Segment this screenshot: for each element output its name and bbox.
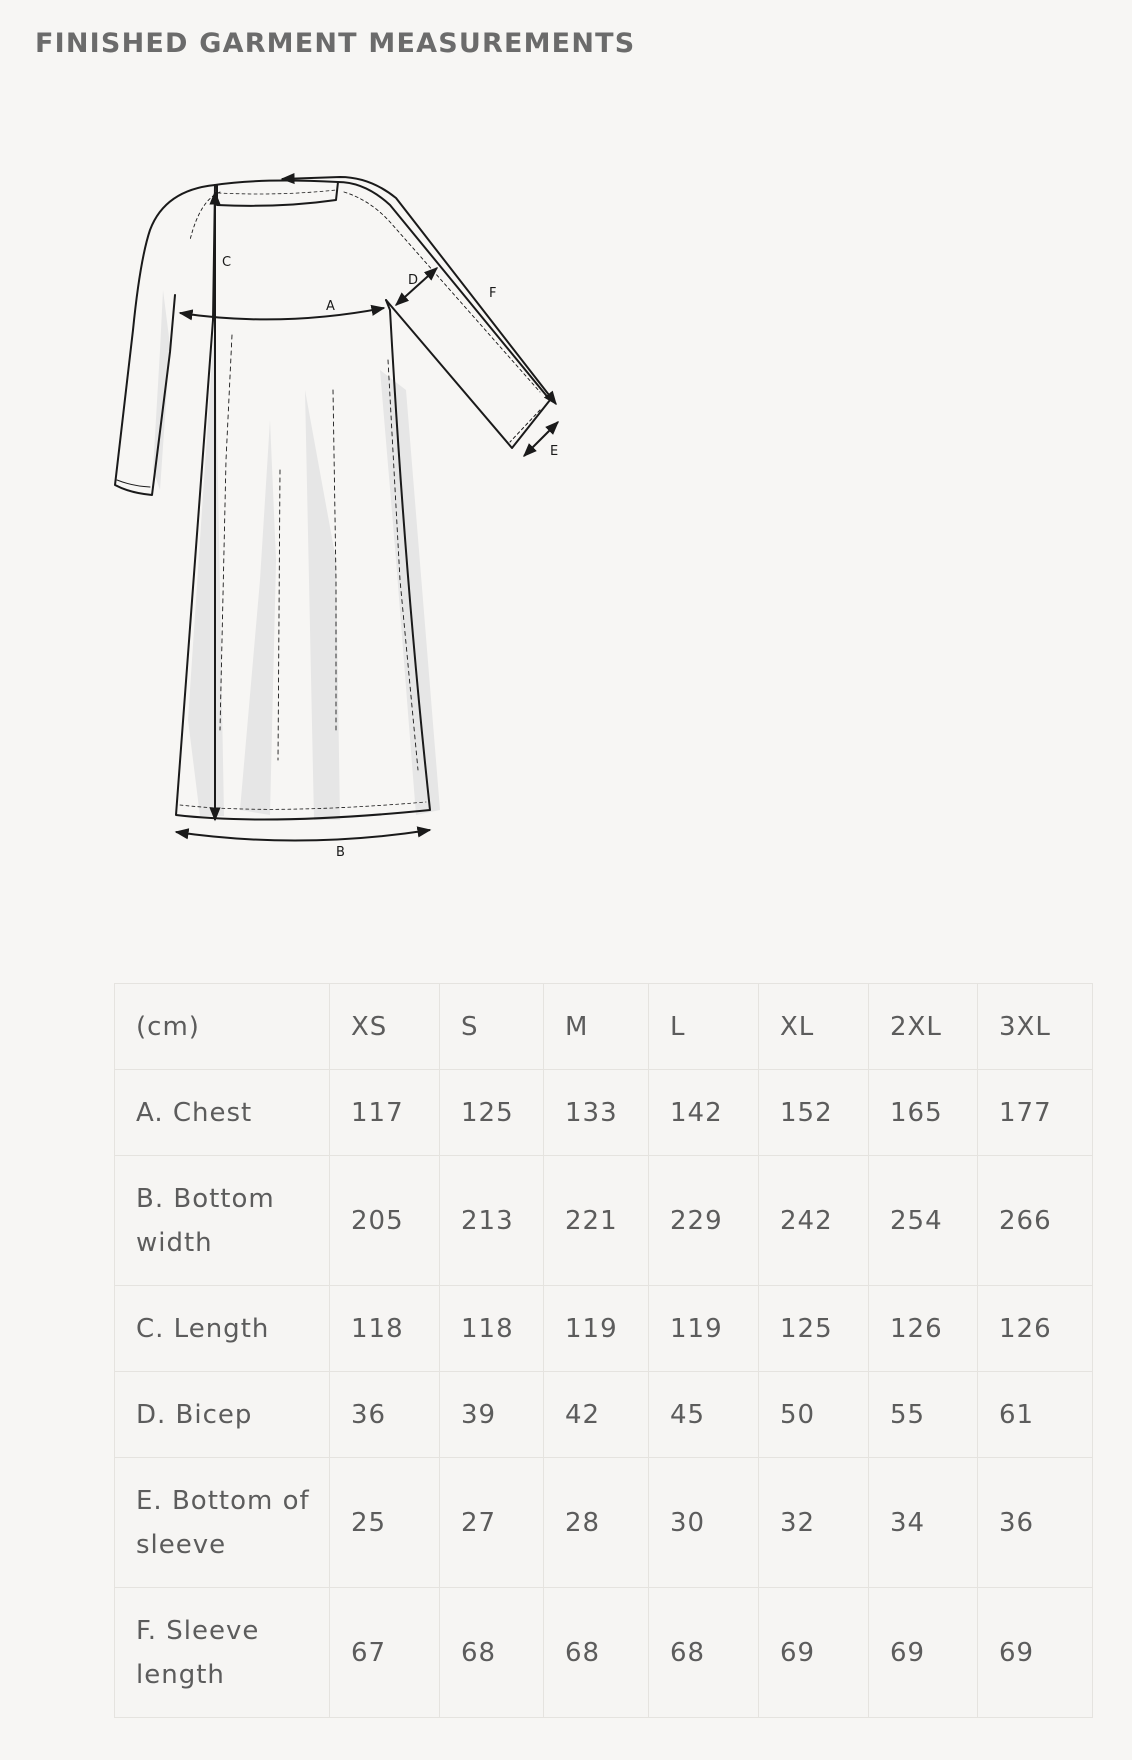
table-cell: 42 (544, 1372, 649, 1458)
table-cell: 61 (978, 1372, 1093, 1458)
label-a: A (326, 299, 335, 314)
label-c: C (222, 255, 232, 270)
row-label: D. Bicep (115, 1372, 330, 1458)
measurements-table (114, 983, 1093, 1718)
header-size-s: S (440, 984, 544, 1070)
page-title: FINISHED GARMENT MEASUREMENTS (35, 28, 636, 59)
table-cell: 27 (440, 1458, 544, 1588)
label-f: F (489, 286, 497, 301)
header-size-l: L (649, 984, 759, 1070)
table-cell: 242 (759, 1156, 869, 1286)
row-label: B. Bottom width (115, 1156, 330, 1286)
label-d: D (408, 273, 419, 288)
header-size-3xl: 3XL (978, 984, 1093, 1070)
table-cell: 118 (440, 1286, 544, 1372)
table-row (115, 1156, 1093, 1286)
table-cell: 221 (544, 1156, 649, 1286)
table-row (115, 1070, 1093, 1156)
header-unit: (cm) (115, 984, 330, 1070)
table-cell: 142 (649, 1070, 759, 1156)
table-cell: 36 (978, 1458, 1093, 1588)
table-cell: 119 (544, 1286, 649, 1372)
garment-diagram (100, 160, 600, 870)
measurement-arrows (176, 177, 558, 841)
table-cell: 39 (440, 1372, 544, 1458)
header-size-m: M (544, 984, 649, 1070)
table-cell: 119 (649, 1286, 759, 1372)
label-e: E (550, 444, 559, 459)
table-row (115, 1372, 1093, 1458)
row-label: F. Sleeve length (115, 1588, 330, 1718)
table-cell: 32 (759, 1458, 869, 1588)
table-cell: 28 (544, 1458, 649, 1588)
table-cell: 68 (649, 1588, 759, 1718)
table-cell: 152 (759, 1070, 869, 1156)
table-cell: 36 (330, 1372, 440, 1458)
table-cell: 205 (330, 1156, 440, 1286)
table-cell: 50 (759, 1372, 869, 1458)
table-cell: 34 (869, 1458, 978, 1588)
row-label: A. Chest (115, 1070, 330, 1156)
table-cell: 213 (440, 1156, 544, 1286)
table-cell: 117 (330, 1070, 440, 1156)
table-cell: 229 (649, 1156, 759, 1286)
table-row (115, 1458, 1093, 1588)
table-cell: 254 (869, 1156, 978, 1286)
table-row (115, 1286, 1093, 1372)
table-header-row (115, 984, 1093, 1070)
table-cell: 69 (759, 1588, 869, 1718)
row-label: C. Length (115, 1286, 330, 1372)
table-cell: 55 (869, 1372, 978, 1458)
table-cell: 25 (330, 1458, 440, 1588)
table-cell: 69 (869, 1588, 978, 1718)
table-cell: 45 (649, 1372, 759, 1458)
table-row (115, 1588, 1093, 1718)
header-size-xs: XS (330, 984, 440, 1070)
table-cell: 30 (649, 1458, 759, 1588)
table-cell: 125 (440, 1070, 544, 1156)
header-size-xl: XL (759, 984, 869, 1070)
table-cell: 126 (869, 1286, 978, 1372)
table-cell: 68 (440, 1588, 544, 1718)
table-cell: 67 (330, 1588, 440, 1718)
table-cell: 68 (544, 1588, 649, 1718)
table-cell: 165 (869, 1070, 978, 1156)
header-size-2xl: 2XL (869, 984, 978, 1070)
table-cell: 125 (759, 1286, 869, 1372)
table-cell: 69 (978, 1588, 1093, 1718)
row-label: E. Bottom of sleeve (115, 1458, 330, 1588)
table-cell: 266 (978, 1156, 1093, 1286)
table-cell: 177 (978, 1070, 1093, 1156)
table-cell: 126 (978, 1286, 1093, 1372)
label-b: B (336, 845, 345, 860)
table-cell: 133 (544, 1070, 649, 1156)
table-cell: 118 (330, 1286, 440, 1372)
